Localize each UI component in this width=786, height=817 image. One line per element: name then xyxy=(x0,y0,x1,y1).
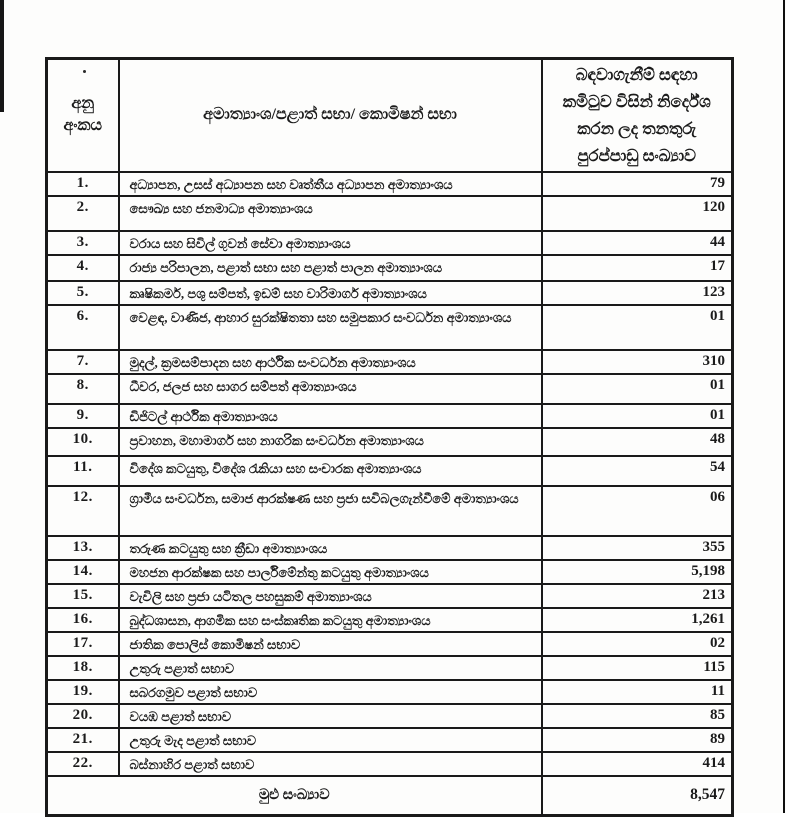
row-ministry-name: වරාය සහ සිවිල් ගුවන් සේවා අමාත්‍යාංශය xyxy=(119,231,542,255)
row-vacancy-value: 85 xyxy=(542,704,733,728)
row-ministry-name: ඩිජිටල් ආර්ථික අමාත්‍යාංශය xyxy=(119,404,542,428)
table-row xyxy=(47,704,733,728)
row-ministry-name: උතුරු මැද පළාත් සභාව xyxy=(119,728,542,752)
scan-speck xyxy=(83,70,86,73)
row-serial: 3. xyxy=(47,231,119,255)
row-serial: 6. xyxy=(47,305,119,350)
row-ministry-name: කෘෂිකර්ම, පශු සම්පත්, ඉඩම් සහ වාරිමාර්ග අමාත්‍යාංශය xyxy=(119,281,542,305)
row-serial: 1. xyxy=(47,172,119,196)
table-row xyxy=(47,560,733,584)
total-row xyxy=(47,776,733,816)
header-vacancy-count xyxy=(542,59,733,172)
row-vacancy-value: 06 xyxy=(542,486,733,536)
table-row xyxy=(47,486,733,536)
row-vacancy-value: 310 xyxy=(542,350,733,374)
row-serial: 22. xyxy=(47,752,119,776)
row-serial: 13. xyxy=(47,536,119,560)
row-vacancy-value: 1,261 xyxy=(542,608,733,632)
row-serial: 10. xyxy=(47,428,119,456)
row-vacancy-value: 123 xyxy=(542,281,733,305)
row-vacancy-value: 01 xyxy=(542,374,733,404)
header-serial-number xyxy=(47,59,119,172)
table-row xyxy=(47,305,733,350)
header-vacancy-line1: බඳවාගැනීම් සඳහා xyxy=(575,65,698,85)
table-row xyxy=(47,374,733,404)
row-vacancy-value: 213 xyxy=(542,584,733,608)
row-serial: 11. xyxy=(47,456,119,486)
scan-edge-line-right xyxy=(783,0,785,813)
table-row xyxy=(47,231,733,255)
row-vacancy-value: 44 xyxy=(542,231,733,255)
row-ministry-name: විදේශ කටයුතු, විදේශ රැකියා සහ සංචාරක අමාත්‍යාංශය xyxy=(119,456,542,486)
row-serial: 20. xyxy=(47,704,119,728)
table-row xyxy=(47,608,733,632)
vacancy-recommendations-table xyxy=(45,57,734,817)
row-ministry-name: උතුරු පළාත් සභාව xyxy=(119,656,542,680)
row-serial: 17. xyxy=(47,632,119,656)
total-label: මුළු සංඛ්‍යාව xyxy=(47,776,542,816)
row-ministry-name: වැවිලි සහ ප්‍රජා යටිතල පහසුකම් අමාත්‍යාංශය xyxy=(119,584,542,608)
header-vacancy-line3: කරන ලද තනතුරු xyxy=(577,119,697,139)
table-row xyxy=(47,656,733,680)
row-ministry-name: රාජ්‍ය පරිපාලන, පළාත් සභා සහ පළාත් පාලන අමාත්‍යාංශය xyxy=(119,255,542,281)
table-row xyxy=(47,281,733,305)
row-ministry-name: ධීවර, ජලජ සහ සාගර සම්පත් අමාත්‍යාංශය xyxy=(119,374,542,404)
table-row xyxy=(47,196,733,231)
row-ministry-name: වෙළඳ, වාණිජ, ආහාර සුරක්ෂිතතා සහ සමුපකාර සංවර්ධන අමාත්‍යාංශය xyxy=(119,305,542,350)
row-serial: 15. xyxy=(47,584,119,608)
total-value: 8,547 xyxy=(542,776,733,816)
row-serial: 9. xyxy=(47,404,119,428)
row-serial: 21. xyxy=(47,728,119,752)
row-vacancy-value: 54 xyxy=(542,456,733,486)
row-vacancy-value: 414 xyxy=(542,752,733,776)
scan-edge-mark-left xyxy=(0,0,4,112)
row-ministry-name: ජාතික පොලිස් කොමිෂන් සභාව xyxy=(119,632,542,656)
row-serial: 4. xyxy=(47,255,119,281)
row-vacancy-value: 115 xyxy=(542,656,733,680)
row-ministry-name: මුදල්, ක්‍රමසම්පාදන සහ ආර්ථික සංවර්ධන අමාත්‍යාංශය xyxy=(119,350,542,374)
header-vacancy-line2: කමිටුව විසින් නිර්දේශ xyxy=(562,92,711,112)
table-row xyxy=(47,680,733,704)
row-serial: 19. xyxy=(47,680,119,704)
table-row xyxy=(47,728,733,752)
row-vacancy-value: 17 xyxy=(542,255,733,281)
row-serial: 8. xyxy=(47,374,119,404)
table-row xyxy=(47,584,733,608)
row-serial: 12. xyxy=(47,486,119,536)
row-vacancy-value: 01 xyxy=(542,404,733,428)
row-serial: 16. xyxy=(47,608,119,632)
header-ministry-name: අමාත්‍යාංශ/පළාත් සභා/ කොමිෂන් සභා xyxy=(119,59,542,172)
table-row xyxy=(47,536,733,560)
row-vacancy-value: 11 xyxy=(542,680,733,704)
table-header-row xyxy=(47,59,733,172)
table-row xyxy=(47,255,733,281)
header-vacancy-line4: පුරප්පාඩු සංඛ්‍යාව xyxy=(577,146,697,166)
table-row xyxy=(47,404,733,428)
row-ministry-name: අධ්‍යාපන, උසස් අධ්‍යාපන සහ වෘත්තීය අධ්‍යාපන අමාත්‍යාංශය xyxy=(119,172,542,196)
table-row xyxy=(47,632,733,656)
table-row xyxy=(47,350,733,374)
row-ministry-name: සබරගමුව පළාත් සභාව xyxy=(119,680,542,704)
row-serial: 18. xyxy=(47,656,119,680)
row-ministry-name: මහජන ආරක්ෂක සහ පාර්ලිමේන්තු කටයුතු අමාත්‍යාංශය xyxy=(119,560,542,584)
row-ministry-name: බස්නාහිර පළාත් සභාව xyxy=(119,752,542,776)
row-vacancy-value: 355 xyxy=(542,536,733,560)
row-ministry-name: ප්‍රවාහන, මහාමාර්ග සහ නාගරික සංවර්ධන අමාත්‍යාංශය xyxy=(119,428,542,456)
table-row xyxy=(47,172,733,196)
row-ministry-name: තරුණ කටයුතු සහ ක්‍රීඩා අමාත්‍යාංශය xyxy=(119,536,542,560)
header-serial-line1: අනු xyxy=(71,95,95,113)
row-vacancy-value: 79 xyxy=(542,172,733,196)
row-serial: 2. xyxy=(47,196,119,231)
row-ministry-name: සෞඛ්‍ය සහ ජනමාධ්‍ය අමාත්‍යාංශය xyxy=(119,196,542,231)
table-row xyxy=(47,752,733,776)
row-serial: 14. xyxy=(47,560,119,584)
row-serial: 5. xyxy=(47,281,119,305)
table-row xyxy=(47,428,733,456)
row-ministry-name: බුද්ධශාසන, ආගමික සහ සංස්කෘතික කටයුතු අමාත්‍යාංශය xyxy=(119,608,542,632)
header-serial-line2: අංකය xyxy=(63,117,102,135)
table-row xyxy=(47,456,733,486)
row-vacancy-value: 48 xyxy=(542,428,733,456)
row-ministry-name: ග්‍රාමීය සංවර්ධන, සමාජ ආරක්ෂණ සහ ප්‍රජා සවිබලගැන්වීමේ අමාත්‍යාංශය xyxy=(119,486,542,536)
row-vacancy-value: 02 xyxy=(542,632,733,656)
row-serial: 7. xyxy=(47,350,119,374)
row-vacancy-value: 89 xyxy=(542,728,733,752)
row-vacancy-value: 120 xyxy=(542,196,733,231)
table-body xyxy=(47,172,733,776)
row-ministry-name: වයඹ පළාත් සභාව xyxy=(119,704,542,728)
row-vacancy-value: 5,198 xyxy=(542,560,733,584)
row-vacancy-value: 01 xyxy=(542,305,733,350)
